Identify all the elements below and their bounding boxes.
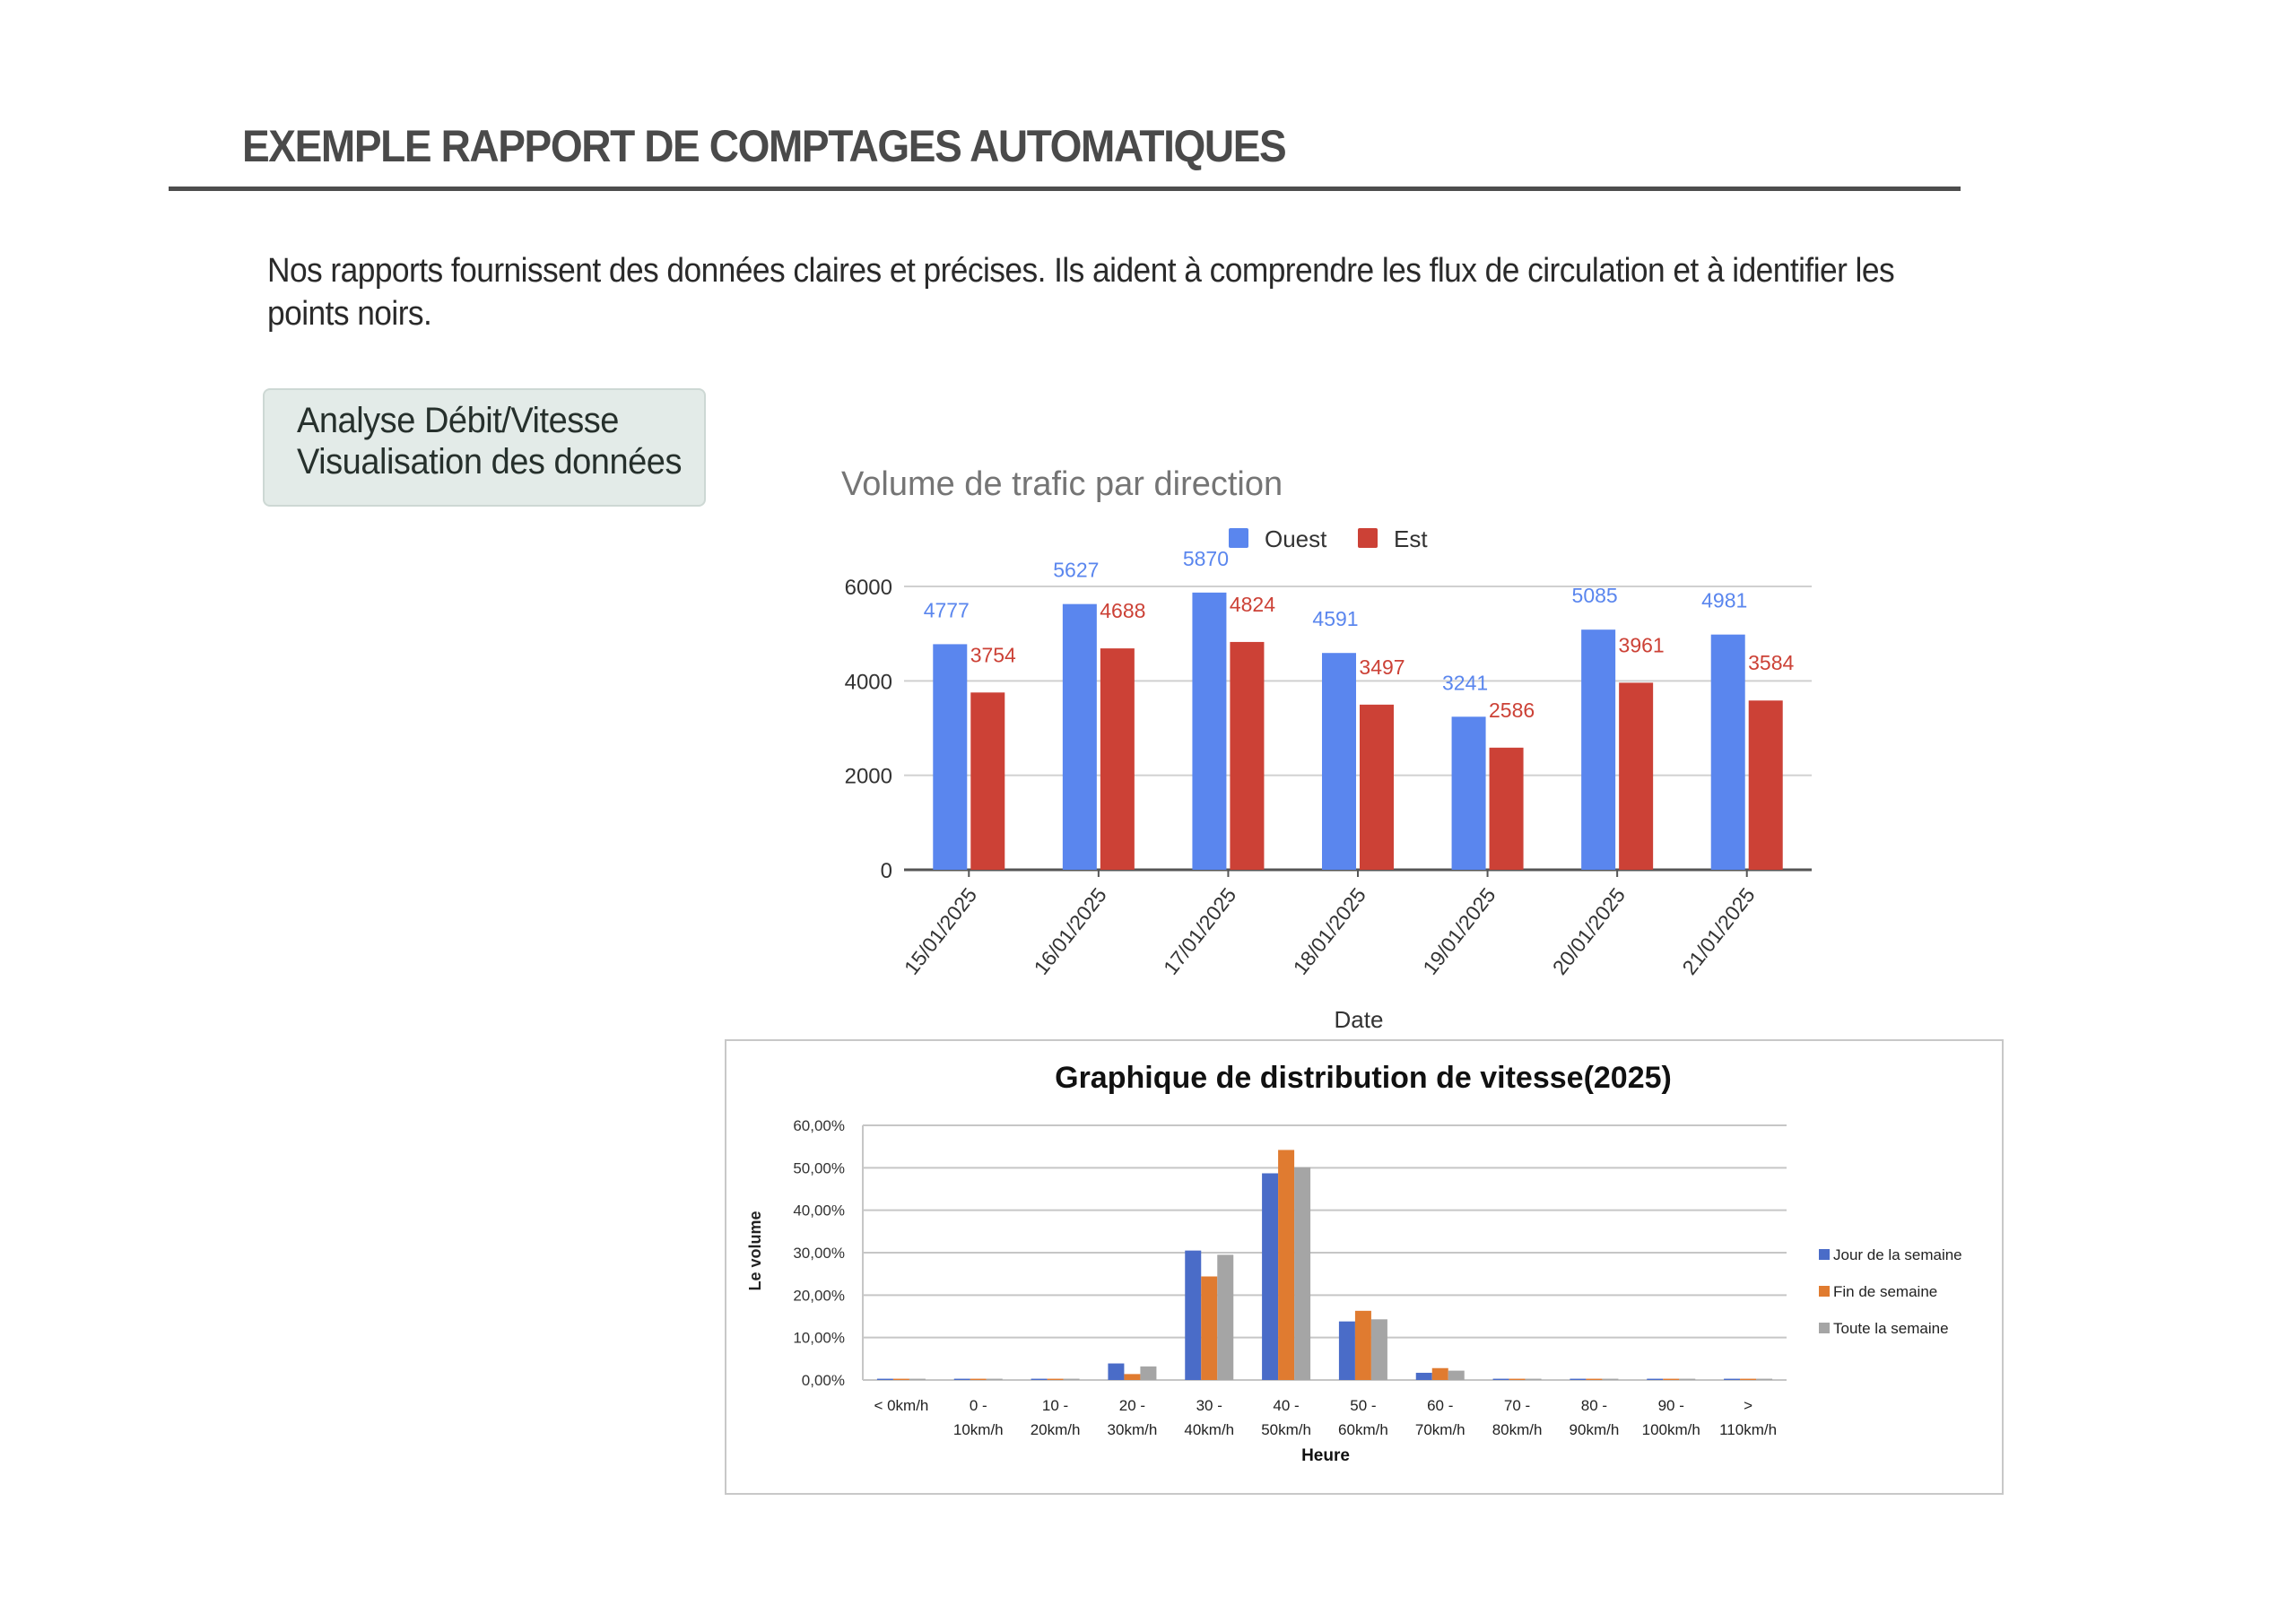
bar-toute <box>1217 1254 1233 1380</box>
legend-label-fin: Fin de semaine <box>1833 1283 1938 1300</box>
x-tick-label-line2: 110km/h <box>1719 1421 1778 1438</box>
x-tick-label-line2: 70km/h <box>1414 1421 1465 1438</box>
y-tick-label: 0 <box>880 859 892 883</box>
bar-fin <box>1048 1379 1064 1380</box>
data-label-est: 3961 <box>1618 633 1665 657</box>
data-label-est: 4824 <box>1229 592 1276 616</box>
bar-jour <box>954 1379 970 1380</box>
x-tick-label-line2: 100km/h <box>1641 1421 1700 1438</box>
page-title: EXEMPLE RAPPORT DE COMPTAGES AUTOMATIQUES <box>242 121 1286 171</box>
bar-toute <box>1448 1371 1465 1380</box>
x-tick-label-line2: 60km/h <box>1338 1421 1388 1438</box>
bar-fin <box>893 1379 909 1380</box>
x-tick-label-line1: 10 - <box>1041 1397 1069 1414</box>
y-tick-label: 60,00% <box>793 1117 845 1134</box>
x-tick-label: 21/01/2025 <box>1677 883 1760 979</box>
bar-est <box>1749 700 1783 870</box>
data-label-est: 3754 <box>970 643 1016 667</box>
x-tick-label: 17/01/2025 <box>1159 883 1241 979</box>
bar-est <box>1100 648 1135 870</box>
x-tick-label-line2: 80km/h <box>1492 1421 1543 1438</box>
x-tick-label-line1: < 0km/h <box>874 1397 929 1414</box>
data-label-est: 2586 <box>1488 698 1535 722</box>
bar-jour <box>1493 1379 1509 1380</box>
y-tick-label: 2000 <box>844 764 892 789</box>
bar-fin <box>970 1379 987 1380</box>
bar-jour <box>1031 1379 1048 1380</box>
x-tick-label-line2: 40km/h <box>1184 1421 1235 1438</box>
bar-toute <box>909 1379 926 1380</box>
bar-jour <box>1416 1373 1432 1380</box>
bar-est <box>1230 642 1264 870</box>
bar-ouest <box>1581 629 1615 870</box>
x-tick-label: 16/01/2025 <box>1029 883 1111 979</box>
bar-jour <box>1647 1379 1663 1380</box>
bar-fin <box>1740 1379 1756 1380</box>
bar-est <box>1490 748 1524 870</box>
y-tick-label: 0,00% <box>801 1372 845 1389</box>
bar-toute <box>1064 1379 1080 1380</box>
data-label-est: 4688 <box>1100 599 1146 623</box>
bar-toute <box>1602 1379 1618 1380</box>
data-label-ouest: 4777 <box>923 598 970 622</box>
bar-toute <box>987 1379 1003 1380</box>
bar-ouest <box>933 644 967 870</box>
x-tick-label-line2: 30km/h <box>1107 1421 1158 1438</box>
data-label-ouest: 5870 <box>1182 546 1230 570</box>
legend-label-jour: Jour de la semaine <box>1833 1246 1962 1263</box>
bar-est <box>970 692 1004 870</box>
bar-ouest <box>1711 635 1745 870</box>
bar-ouest <box>1322 653 1356 870</box>
intro-line-1: Nos rapports fournissent des données claires et précises. Ils aident à comprendre les flux de circulation et à identifier les <box>267 252 1895 290</box>
bar-fin <box>1509 1379 1526 1380</box>
bar-est <box>1619 682 1653 870</box>
x-tick-label-line2: 10km/h <box>952 1421 1004 1438</box>
bar-toute <box>1140 1367 1156 1380</box>
x-tick-label: 20/01/2025 <box>1547 883 1631 979</box>
bar-toute <box>1679 1379 1695 1380</box>
y-tick-label: 50,00% <box>793 1159 845 1177</box>
legend-label-est: Est <box>1394 525 1428 552</box>
x-tick-label-line1: 60 - <box>1427 1397 1454 1414</box>
legend-swatch-jour <box>1819 1249 1830 1260</box>
bar-jour <box>1185 1251 1201 1380</box>
x-tick-label: 19/01/2025 <box>1418 883 1500 979</box>
legend-swatch-fin <box>1819 1286 1830 1297</box>
x-tick-label: 18/01/2025 <box>1288 883 1370 979</box>
x-tick-label-line2: 50km/h <box>1261 1421 1311 1438</box>
bar-ouest <box>1452 716 1486 870</box>
bar-jour <box>1262 1173 1278 1380</box>
data-label-ouest: 5085 <box>1571 584 1618 608</box>
data-label-ouest: 4981 <box>1701 588 1748 612</box>
speed-distribution-chart <box>726 1041 2002 1493</box>
y-tick-label: 4000 <box>844 670 892 695</box>
y-tick-label: 30,00% <box>793 1245 845 1262</box>
y-tick-label: 40,00% <box>793 1202 845 1219</box>
bar-fin <box>1663 1379 1679 1380</box>
x-tick-label-line1: 0 - <box>969 1397 987 1414</box>
y-tick-label: 6000 <box>844 576 892 600</box>
data-label-ouest: 5627 <box>1053 558 1100 582</box>
x-tick-label-line1: 80 - <box>1580 1397 1608 1414</box>
legend-label-toute: Toute la semaine <box>1833 1320 1949 1337</box>
data-label-est: 3584 <box>1748 651 1795 675</box>
legend-label-ouest: Ouest <box>1265 525 1327 552</box>
tag-line-analysis: Analyse Débit/Vitesse <box>297 401 619 440</box>
bar-jour <box>1108 1364 1124 1380</box>
x-axis-label: Date <box>1334 1006 1384 1033</box>
bar-ouest <box>1192 593 1226 870</box>
speed-distribution-chart-frame <box>725 1039 2004 1495</box>
x-tick-label-line1: 20 - <box>1118 1397 1146 1414</box>
chart-legend <box>1229 525 1428 552</box>
bar-jour <box>1339 1322 1355 1380</box>
x-tick-label-line2: 90km/h <box>1569 1421 1620 1438</box>
legend-swatch-ouest <box>1229 528 1248 548</box>
bar-fin <box>1432 1368 1448 1380</box>
y-axis-label: Le volume <box>746 1211 764 1291</box>
tag-line-visualisation: Visualisation des données <box>297 442 682 482</box>
bar-jour <box>877 1379 893 1380</box>
x-tick-label-line2: 20km/h <box>1030 1421 1081 1438</box>
x-axis-label: Heure <box>1301 1446 1350 1465</box>
data-label-ouest: 3241 <box>1441 671 1489 695</box>
bar-fin <box>1586 1379 1602 1380</box>
x-tick-label-line1: 70 - <box>1503 1397 1531 1414</box>
bar-fin <box>1355 1311 1371 1380</box>
bar-fin <box>1201 1277 1217 1380</box>
bar-jour <box>1724 1379 1740 1380</box>
chart-title: Graphique de distribution de vitesse(2025) <box>1055 1061 1672 1095</box>
bar-toute <box>1526 1379 1542 1380</box>
y-tick-label: 10,00% <box>793 1329 845 1347</box>
bar-jour <box>1570 1379 1586 1380</box>
bar-ouest <box>1063 604 1097 870</box>
bar-fin <box>1278 1150 1294 1380</box>
x-tick-label-line1: 50 - <box>1350 1397 1377 1414</box>
chart-legend <box>1819 1246 1962 1337</box>
legend-swatch-est <box>1358 528 1378 548</box>
bar-est <box>1360 705 1394 870</box>
chart-title: Volume de trafic par direction <box>841 465 1283 503</box>
x-tick-label-line1: 40 - <box>1273 1397 1300 1414</box>
x-tick-label-line1: > <box>1744 1397 1753 1414</box>
data-label-ouest: 4591 <box>1312 607 1359 631</box>
bar-toute <box>1756 1379 1772 1380</box>
legend-swatch-toute <box>1819 1323 1830 1333</box>
bar-toute <box>1294 1167 1310 1380</box>
x-tick-label-line1: 90 - <box>1657 1397 1684 1414</box>
data-label-est: 3497 <box>1359 655 1405 679</box>
y-tick-label: 20,00% <box>793 1287 845 1305</box>
bar-fin <box>1124 1374 1140 1380</box>
bar-toute <box>1371 1319 1387 1380</box>
x-tick-label: 15/01/2025 <box>899 883 982 979</box>
intro-line-2: points noirs. <box>267 295 432 333</box>
x-tick-label-line1: 30 - <box>1196 1397 1222 1414</box>
